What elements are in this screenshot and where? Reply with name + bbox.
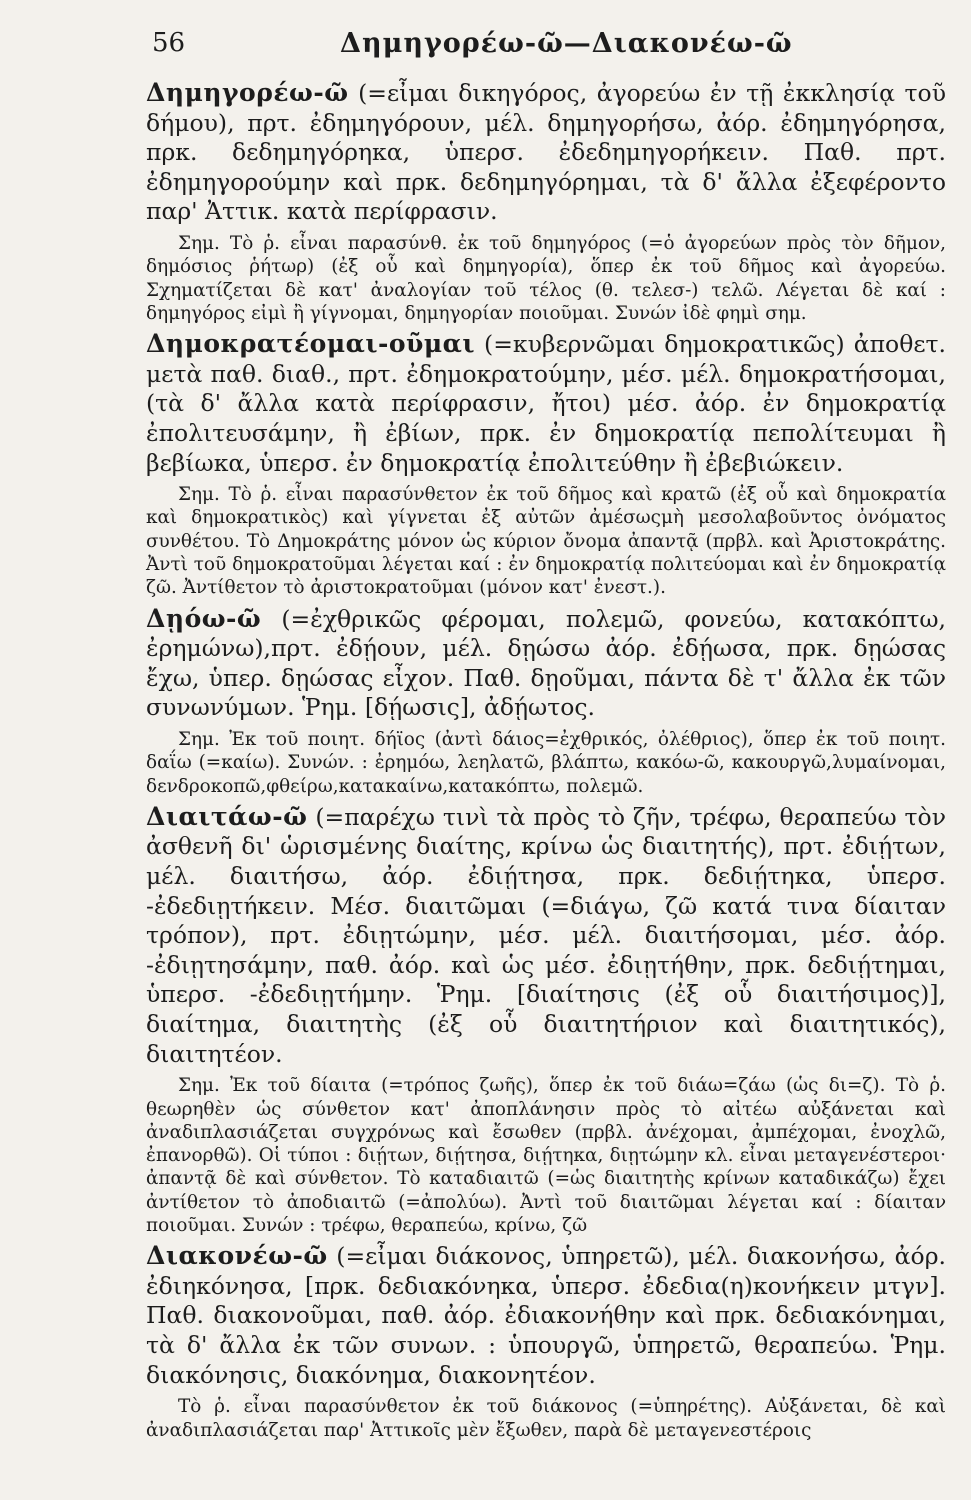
entry-dimigoreo: [146, 78, 946, 325]
definition: (=εἶμαι δικηγόρος, ἀγορεύω ἐν τῇ ἐκκλησίᾳ τοῦ δήμου), πρτ. ἐδημηγόρουν, μέλ. δημηγορήσω, ἀόρ. ἐδημηγόρησα, πρκ. δεδημηγόρηκα, ὑπερσ. ἐδεδημηγορήκειν. Παθ. πρτ. ἐδημηγορούμην καὶ πρκ. δεδημηγόρημαι, τὰ δ' ἄλλα ἐξεφέροντο παρ' Ἀττικ. κατὰ περίφρασιν.: [146, 79, 946, 226]
note: Τὸ ῥ. εἶναι παρασύνθετον ἐκ τοῦ διάκονος (=ὑπηρέτης). Αὐξάνεται, δὲ καὶ ἀναδιπλασιάζεται παρ' Ἀττικοῖς μὲν ἔξωθεν, παρὰ δὲ μεταγενεστέροις: [146, 1396, 946, 1441]
entry-text: [146, 329, 946, 478]
entry-dimokrateomai: [146, 329, 946, 599]
entry-text: [146, 604, 946, 723]
headword: Διακονέω-ῶ: [146, 1241, 328, 1271]
entry-diaitao: [146, 802, 946, 1237]
entry-diakoneo: [146, 1241, 946, 1442]
definition: (=κυβερνῶμαι δημοκρατικῶς) ἀποθετ. μετὰ παθ. διαθ., πρτ. ἐδημοκρατούμην, μέσ. μέλ. δημοκρατήσομαι, (τὰ δ' ἄλλα κατὰ περίφρασιν, ἤτοι) μέσ. ἀόρ. ἐν δημοκρατίᾳ ἐπολιτευσάμην, ἢ ἐβίων, πρκ. ἐν δημοκρατίᾳ πεπολίτευμαι ἢ βεβίωκα, ὑπερσ. ἐν δημοκρατίᾳ ἐπολιτεύθην ἢ ἐβεβιώκειν.: [146, 330, 946, 477]
definition: (=εἶμαι διάκονος, ὑπηρετῶ), μέλ. διακονήσω, ἀόρ. ἐδιηκόνησα, [πρκ. δεδιακόνηκα, ὑπερσ. ἐδεδια(η)κονήκειν μτγν]. Παθ. διακονοῦμαι, παθ. ἀόρ. ἐδιακονήθην καὶ πρκ. δεδιακόνημαι, τὰ δ' ἄλλα ἐκ τῶν συνων. : ὑπουργῶ, ὑπηρετῶ, θεραπεύω. Ῥημ. διακόνησις, διακόνημα, διακονητέον.: [146, 1242, 946, 1389]
headword: Διαιτάω-ῶ: [146, 801, 308, 831]
headword: Δημηγορέω-ῶ: [146, 78, 349, 107]
entry-text: [146, 802, 946, 1069]
note: Σημ. Τὸ ῥ. εἶναι παρασύνθ. ἐκ τοῦ δημηγόρος (=ὁ ἀγορεύων πρὸς τὸν δῆμον, δημόσιος ῥήτωρ) (ἐξ οὗ καὶ δημηγορία), ὅπερ ἐκ τοῦ δῆμος καὶ ἀγορεύω. Σχηματίζεται δὲ κατ' ἀναλογίαν τοῦ τέλος (θ. τελεσ-) τελῶ. Λέγεται δὲ καί : δημηγόρος εἰμὶ ἢ γίγνομαι, δημηγορίαν ποιοῦμαι. Συνών ἰδὲ φημὶ σημ.: [146, 232, 946, 324]
page-content: [146, 78, 946, 1446]
entry-text: [146, 78, 946, 227]
note: Σημ. Ἐκ τοῦ δίαιτα (=τρόπος ζωῆς), ὅπερ ἐκ τοῦ διάω=ζάω (ὡς δι=ζ). Τὸ ῥ. θεωρηθὲν ὡς σύνθετον κατ' ἀποπλάνησιν πρὸς τὸ αἰτέω αὐξάνεται καὶ ἀναδιπλασιάζεται συγχρόνως καὶ ἔσωθεν (πρβλ. ἀνέχομαι, ἀμπέχομαι, ἐνοχλῶ, ἐπανορθῶ). Οἱ τύποι : διῄτων, διῄτησα, διῄτηκα, διῃτώμην κλ. εἶναι μεταγενέστεροι· ἀπαντᾷ δὲ καὶ σύνθετον. Τὸ καταδιαιτῶ (=ὡς διαιτητὴς κρίνων καταδικάζω) ἔχει ἀντίθετον τὸ ἀποδιαιτῶ (=ἀπολύω). Ἀντὶ τοῦ διαιτῶμαι λέγεται καί : δίαιταν ποιοῦμαι. Συνών : τρέφω, θεραπεύω, κρίνω, ζῶ: [146, 1075, 946, 1236]
entry-dioo: [146, 604, 946, 798]
entry-text: [146, 1241, 946, 1390]
note: Σημ. Ἐκ τοῦ ποιητ. δήϊος (ἀντὶ δάιος=ἐχθρικός, ὀλέθριος), ὅπερ ἐκ τοῦ ποιητ. δαΐω (=καίω). Συνών. : ἐρημόω, λεηλατῶ, βλάπτω, κακόω-ῶ, κακουργῶ,λυμαίνομαι, δενδροκοπῶ,φθείρω,κατακαίνω,κατακόπτω, πολεμῶ.: [146, 728, 946, 797]
running-title: Δημηγορέω-ῶ—Διακονέω-ῶ: [340, 28, 793, 59]
page-number: 56: [152, 28, 186, 58]
definition: (=παρέχω τινὶ τὰ πρὸς τὸ ζῆν, τρέφω, θεραπεύω τὸν ἀσθενῆ δι' ὡρισμένης διαίτης, κρίνω ὡς διαιτητής), πρτ. ἐδιῄτων, μέλ. διαιτήσω, ἀόρ. ἐδιῄτησα, πρκ. δεδιῄτηκα, ὑπερσ. -ἐδεδιῃτήκειν. Μέσ. διαιτῶμαι (=διάγω, ζῶ κατά τινα δίαιταν τρόπον), πρτ. ἐδιῃτώμην, μέσ. μέλ. διαιτήσομαι, μέσ. ἀόρ. -ἐδιῃτησάμην, παθ. ἀόρ. καὶ ὡς μέσ. ἐδιῃτήθην, πρκ. δεδιῄτημαι, ὑπερσ. -ἐδεδιῃτήμην. Ῥημ. [διαίτησις (ἐξ οὗ διαιτήσιμος)], διαίτημα, διαιτητὴς (ἐξ οὗ διαιτητήριον καὶ διαιτητικός), διαιτητέον.: [146, 802, 946, 1068]
note: Σημ. Τὸ ῥ. εἶναι παρασύνθετον ἐκ τοῦ δῆμος καὶ κρατῶ (ἐξ οὗ καὶ δημοκρατία καὶ δημοκρατικὸς) καὶ γίγνεται ἐξ αὐτῶν ἀμέσωςμὴ μεσολαβοῦντος ὀνόματος συνθέτου. Τὸ Δημοκράτης μόνον ὡς κύριον ὄνομα ἀπαντᾷ (πρβλ. καὶ Ἀριστοκράτης. Ἀντὶ τοῦ δημοκρατοῦμαι λέγεται καί : ἐν δημοκρατίᾳ πολιτεύομαι καὶ ἐν δημοκρατίᾳ ζῶ. Ἀντίθετον τὸ ἀριστοκρατοῦμαι (μόνον κατ' ἐνεστ.).: [146, 484, 946, 599]
definition: (=ἐχθρικῶς φέρομαι, πολεμῶ, φονεύω, κατακόπτω, ἐρημώνω),πρτ. ἐδῄουν, μέλ. δῃώσω ἀόρ. ἐδῄωσα, πρκ. δῃώσας ἔχω, ὑπερ. δῃώσας εἶχον. Παθ. δῃοῦμαι, πάντα δὲ τ' ἄλλα ἐκ τῶν συνωνύμων. Ῥημ. [δῄωσις], ἀδῄωτος.: [146, 604, 946, 722]
headword: Δημοκρατέομαι-οῦμαι: [146, 329, 476, 359]
headword: Δῃόω-ῶ: [146, 603, 262, 633]
